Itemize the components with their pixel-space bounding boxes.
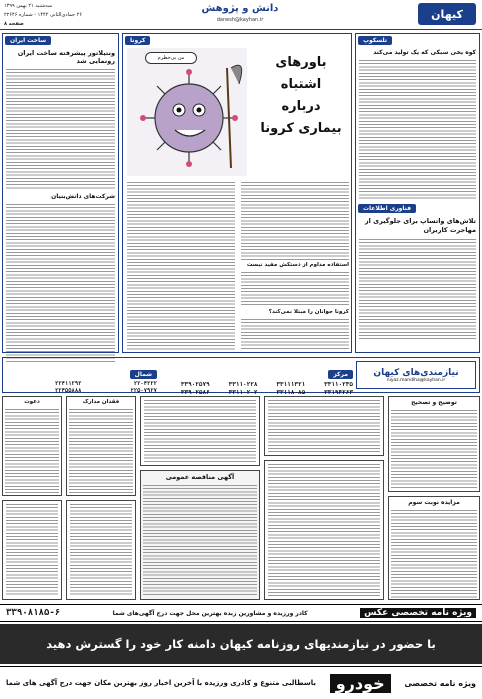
ad-tender [140,470,260,600]
phone-number[interactable]: ۳۳۱۱۰۲۳۵ [324,381,353,388]
footer-label: ویژه نامه تخصصی [404,678,476,688]
virus-cartoon [127,48,247,176]
ad-box [140,396,260,466]
date-line: سه‌شنبه ۲۱ بهمن ۱۳۹۹ [4,3,53,9]
center-body-col-right [241,182,349,260]
ad-invite-title: دعوت [24,399,40,405]
page-number: صفحه ۸ [4,21,24,27]
ad-box [264,460,384,600]
ad-text [144,400,256,462]
center-headline-line-3: بیماری کرونا [260,121,342,136]
classifieds-header [2,357,480,396]
ad-text [391,510,477,598]
phone-number[interactable]: ۳۳۹۰۲۵۸۶ [180,389,210,396]
ad-notice [388,396,480,492]
ad-text [5,409,59,493]
left-column-tag: ساخت ایران [5,36,51,45]
right-column-tag-2: فناوری اطلاعات [358,204,416,213]
footer-text: باسطالبی متنوع و کادری ورزیده با آخرین اخبار روز بهترین مکان جهت درج آگهی های شما [6,679,317,687]
ad-lost [66,396,136,496]
ad-auction [388,496,480,600]
ad-notice-title: توضیح و تصحیح [411,399,457,406]
center-body-col-right-2 [241,272,349,306]
ad-text [143,485,257,597]
ad-text [70,504,132,596]
phone-number[interactable]: ۳۳۱۹۴۲۶۳ [324,389,353,396]
phone-number[interactable]: ۲۲۴۵۵۸۸۸ [55,388,82,394]
phone-number[interactable]: ۳۳۱۱۱۳۲۱ [276,381,306,388]
center-article [122,33,352,353]
center-headline [253,52,349,140]
classified-ads-grid [2,396,480,600]
phone-number[interactable]: ۳۳۹۰۲۵۷۹ [180,381,210,388]
footer-brand: خودرو [330,674,391,693]
center-subhead: استفاده مداوم از دستکش مفید نیست [246,262,349,268]
right-column-tag: تلسکوپ [358,36,392,45]
ad-text [268,400,380,452]
left-subheadline: شرکت‌های دانش‌بنیان [51,193,115,200]
photo-special-strip [0,604,482,622]
phones-center [163,361,353,396]
strip-phone[interactable]: ۳۳۹۰۸۱۸۵-۶ [6,608,61,618]
classifieds-email: niyaz.mandiha@kayhan.ir [386,377,446,383]
phones-north [7,361,157,394]
center-body-col-right-3 [241,319,349,349]
ad-text [268,464,380,596]
ad-text [391,410,477,490]
promo-banner: با حضور در نیازمندیهای روزنامه کیهان دامنه کار خود را گسترش دهید [0,624,482,664]
center-tag: کرونا [125,36,150,45]
strip-text: کادر ورزیده و مشاورین زبده بهترین محل جهت درج آگهی‌های شما [112,609,308,617]
phone-number[interactable]: ۳۳۱۱۸۰۸۵ [276,389,306,396]
ad-box [264,396,384,456]
phones-north-title: شمال [130,370,157,379]
right-headline: کوه یخی سبکی که یک تولید می‌کند [373,49,476,56]
phones-center-title: مرکز [328,370,353,379]
strip-label: ویژه نامه تخصصی عکس [360,608,476,618]
center-body-col-left [127,182,235,350]
ad-tender-title: آگهی مناقصه عمومی [165,473,235,481]
ad-invite [2,396,62,496]
right-body-text-2 [359,239,476,339]
left-body-text-2 [6,204,115,364]
ad-box [2,500,62,600]
section-email: danesh@kayhan.ir [216,17,264,23]
center-headline-line-2: درباره [281,99,321,114]
section-title: دانش و پژوهش [201,3,279,14]
phone-number[interactable]: ۲۲۰۴۲۲۲ [133,381,157,387]
right-column [355,33,480,353]
car-special-footer [0,666,482,699]
virus-icon [127,48,247,176]
classifieds-brand [356,361,476,389]
issue-line: ۲۶ جمادی‌الثانی ۱۴۴۲ - شماره ۲۲۶۴۶ [4,12,83,18]
phone-number[interactable]: ۲۲۴۱۱۲۹۲ [55,381,82,387]
right-headline-2: تلاش‌های واتساپ برای جلوگیری از مهاجرت کاربران [364,217,476,234]
cartoon-speech-bubble: من بی‌خطرم [145,52,197,64]
classifieds-brand-title: نیازمندی‌های کیهان [373,367,459,378]
center-subhead-2: کرونا جوانان را مبتلا نمی‌کند؟ [268,309,349,315]
left-column [2,33,119,353]
left-body-text [6,69,115,189]
phone-number[interactable]: ۳۳۱۱۰۲۰۲ [228,389,258,396]
right-body-text [359,60,476,200]
phone-number[interactable]: ۳۳۱۱۰۲۲۸ [228,381,258,388]
ad-auction-title: مزایده نوبت سوم [408,499,460,506]
left-headline: ونتیلاتور پیشرفته ساخت ایران رونمایی شد [17,49,115,65]
center-headline-line-1: باورهای اشتباه [275,55,327,92]
ad-text [69,409,133,493]
page-header [0,0,482,30]
phone-number[interactable]: ۲۲۵۰۷۹۲۷ [130,388,157,394]
kayhan-logo: کیهان [418,3,476,25]
ad-text [6,504,58,596]
ad-box [66,500,136,600]
ad-lost-title: فقدان مدارک [82,399,120,405]
